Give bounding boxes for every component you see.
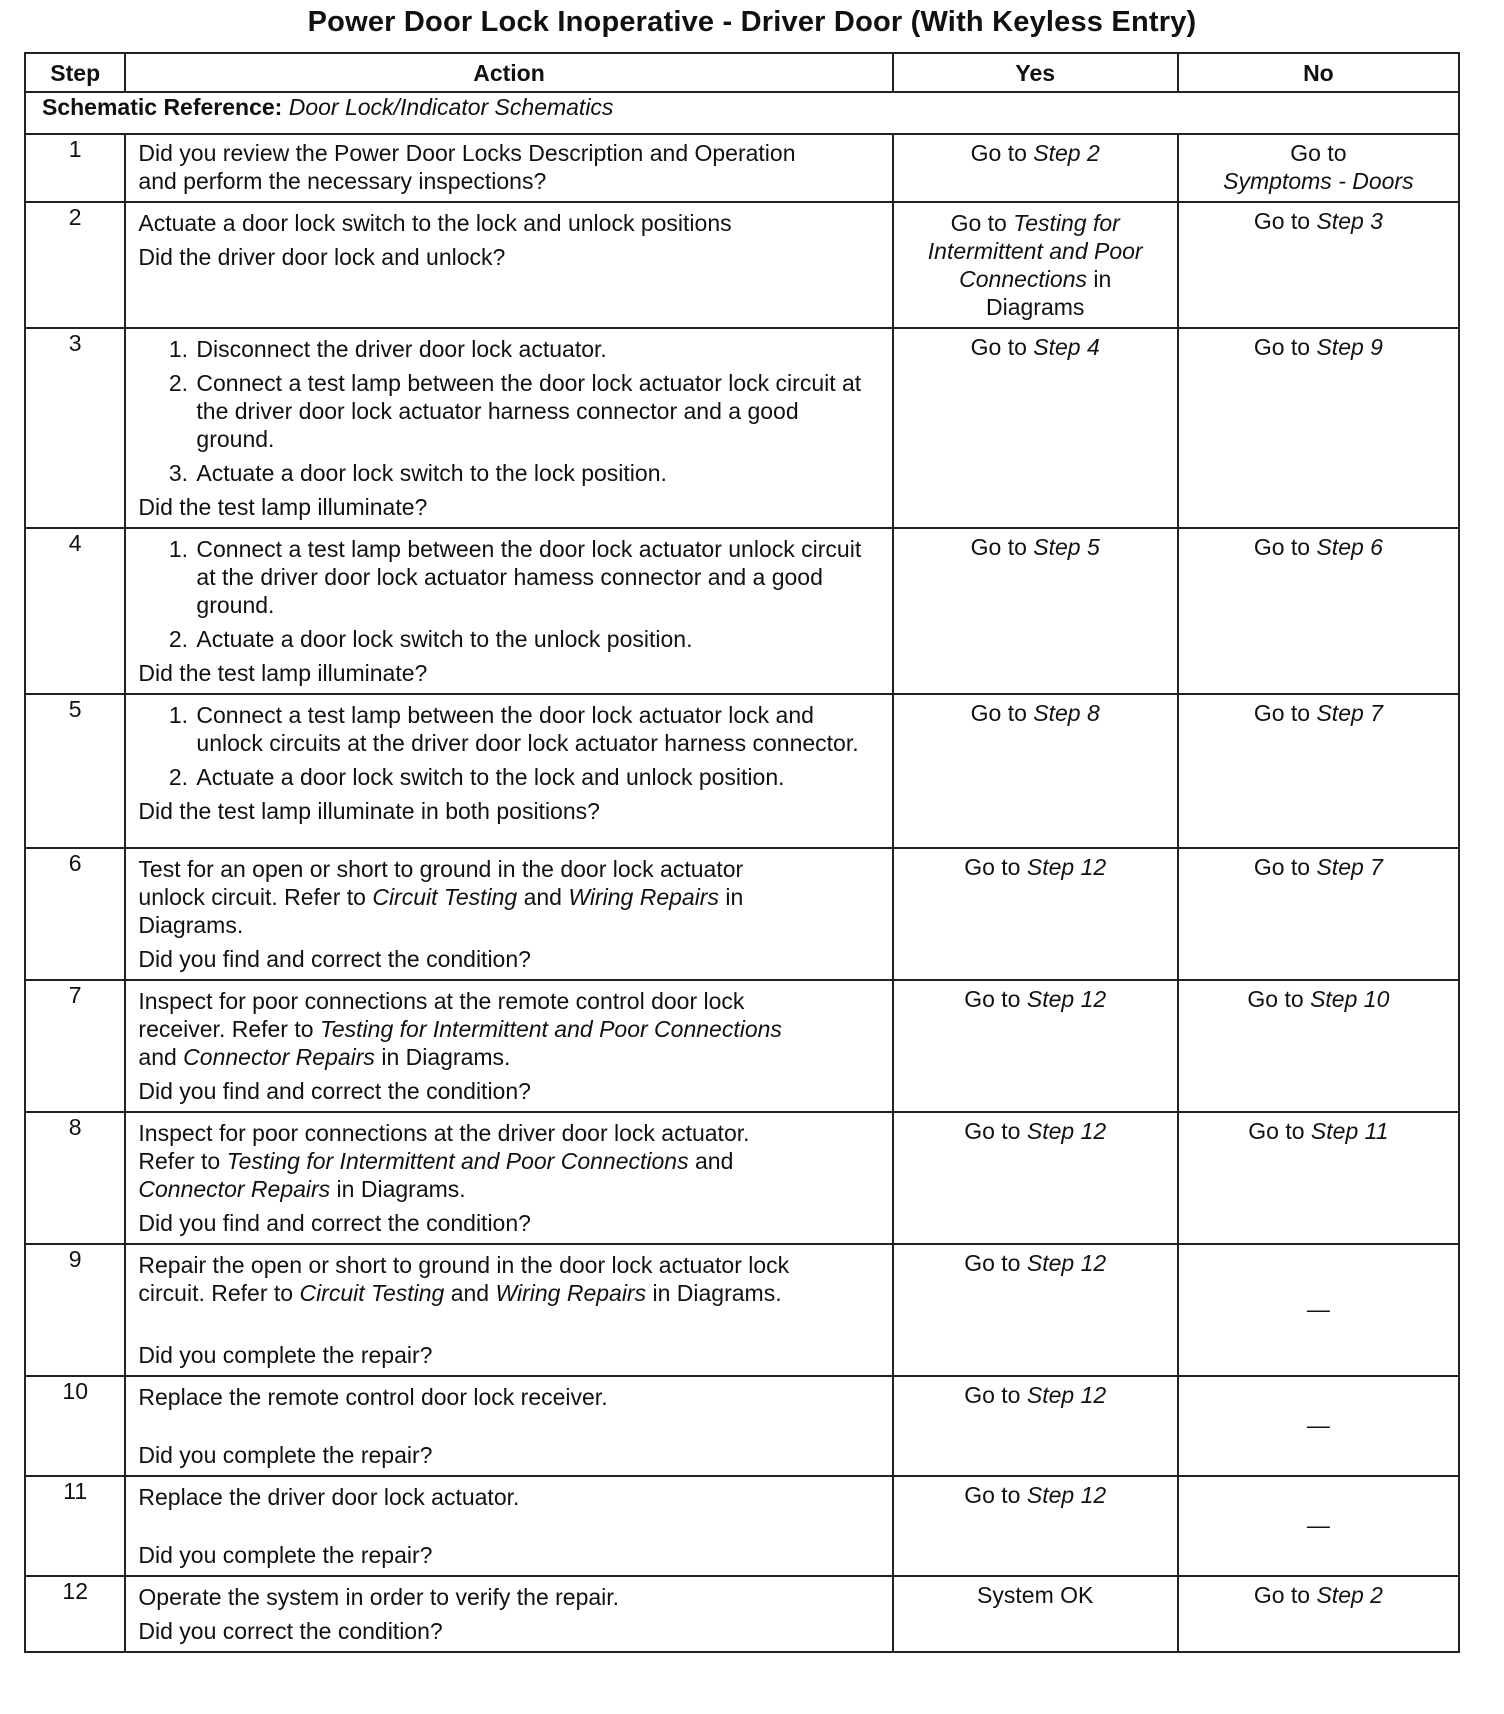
no-text: Go to	[1253, 1582, 1317, 1608]
action-text: and	[138, 1044, 184, 1070]
step-number: 6	[25, 848, 125, 980]
yes-text: Go to	[950, 210, 1014, 236]
yes-text: Go to	[964, 1250, 1027, 1276]
no-cell	[1178, 1476, 1459, 1576]
table-row	[25, 848, 1459, 980]
yes-cell	[893, 1376, 1178, 1476]
action-cell	[125, 848, 892, 980]
action-text: Refer to	[138, 1148, 227, 1174]
no-step-link: Step 7	[1316, 854, 1383, 880]
yes-text: Go to	[970, 534, 1034, 560]
no-text: Go to	[1247, 986, 1311, 1012]
schematic-reference-row	[25, 92, 1459, 134]
yes-step-link: Step 12	[1026, 854, 1107, 880]
action-cell	[125, 1376, 892, 1476]
no-text: Go to	[1253, 534, 1317, 560]
action-text: in Diagrams.	[374, 1044, 511, 1070]
step-number: 11	[25, 1476, 125, 1576]
no-text: Go to	[1253, 700, 1317, 726]
no-step-link: Step 3	[1316, 208, 1383, 234]
yes-cell	[893, 1576, 1178, 1652]
yes-cell	[893, 202, 1178, 328]
step-number: 4	[25, 528, 125, 694]
no-cell	[1178, 694, 1459, 848]
yes-text: Go to	[970, 334, 1034, 360]
action-text: Replace the driver door lock actuator.	[138, 1484, 520, 1510]
yes-step-link: Step 12	[1026, 1118, 1107, 1144]
substep: 2. Connect a test lamp between the door lock actuator lock circuit at the driver door lock actuator harness connector and a good ground.	[194, 369, 879, 453]
table-row	[25, 694, 1459, 848]
yes-step-link: Step 12	[1026, 1482, 1107, 1508]
step-number: 10	[25, 1376, 125, 1476]
no-text: Go to	[1253, 334, 1317, 360]
action-ref-link: Connector Repairs	[138, 1176, 331, 1202]
table-row	[25, 1576, 1459, 1652]
action-cell	[125, 1576, 892, 1652]
header-action: Action	[125, 53, 892, 92]
action-ref-link: Wiring Repairs	[568, 884, 719, 910]
no-step-link: Step 6	[1316, 534, 1383, 560]
yes-step-link: Step 5	[1033, 534, 1100, 560]
step-number: 3	[25, 328, 125, 528]
action-text: and	[444, 1280, 496, 1306]
action-text: Diagrams.	[138, 912, 244, 938]
yes-cell	[893, 528, 1178, 694]
table-row	[25, 980, 1459, 1112]
action-question: Did you correct the condition?	[138, 1618, 443, 1644]
step-number: 5	[25, 694, 125, 848]
action-text: and perform the necessary inspections?	[138, 168, 547, 194]
action-question: Did you complete the repair?	[138, 1542, 433, 1568]
action-question: Did the test lamp illuminate?	[138, 660, 428, 686]
action-cell	[125, 528, 892, 694]
action-cell	[125, 1112, 892, 1244]
action-text: in	[718, 884, 744, 910]
action-text: Replace the remote control door lock receiver.	[138, 1384, 608, 1410]
no-cell	[1178, 1244, 1459, 1376]
no-symptoms-link: Symptoms - Doors	[1223, 168, 1414, 194]
action-cell	[125, 202, 892, 328]
yes-text: Go to	[964, 854, 1027, 880]
action-ref-link: Circuit Testing	[372, 884, 518, 910]
table-row	[25, 202, 1459, 328]
yes-text: in	[1086, 266, 1112, 292]
no-cell	[1178, 328, 1459, 528]
action-cell	[125, 980, 892, 1112]
action-question: Did the test lamp illuminate?	[138, 494, 428, 520]
action-question: Did you complete the repair?	[138, 1342, 433, 1368]
yes-text: Go to	[970, 700, 1034, 726]
no-text: Go to	[1253, 854, 1317, 880]
action-text: Test for an open or short to ground in the door lock actuator	[138, 856, 744, 882]
action-text: circuit. Refer to	[138, 1280, 300, 1306]
header-yes: Yes	[893, 53, 1178, 92]
action-ref-link: Connector Repairs	[183, 1044, 375, 1070]
action-question: Did you find and correct the condition?	[138, 946, 531, 972]
action-question: Did you find and correct the condition?	[138, 1078, 531, 1104]
yes-step-link: Step 4	[1033, 334, 1100, 360]
action-text: and	[688, 1148, 734, 1174]
no-cell	[1178, 1112, 1459, 1244]
yes-text: Go to	[964, 1118, 1027, 1144]
action-text: Operate the system in order to verify the repair.	[138, 1584, 620, 1610]
schematic-reference-label: Schematic Reference:	[42, 94, 283, 120]
yes-step-link: Step 12	[1026, 1382, 1107, 1408]
action-text: and	[517, 884, 569, 910]
header-row	[25, 53, 1459, 92]
yes-cell	[893, 134, 1178, 202]
yes-cell	[893, 328, 1178, 528]
yes-cell	[893, 1112, 1178, 1244]
no-dash: —	[1306, 1512, 1330, 1538]
yes-text: Go to	[964, 1482, 1027, 1508]
action-text: in Diagrams.	[330, 1176, 466, 1202]
no-step-link: Step 11	[1310, 1118, 1389, 1144]
step-number: 7	[25, 980, 125, 1112]
yes-step-link: Step 12	[1026, 986, 1107, 1012]
no-cell	[1178, 202, 1459, 328]
action-text: Did you review the Power Door Locks Description and Operation	[138, 140, 796, 166]
table-row	[25, 1244, 1459, 1376]
header-no: No	[1178, 53, 1459, 92]
substep-list	[138, 535, 879, 653]
table-row	[25, 1376, 1459, 1476]
no-cell	[1178, 134, 1459, 202]
yes-text: Diagrams	[985, 294, 1085, 320]
action-cell	[125, 134, 892, 202]
action-cell	[125, 328, 892, 528]
no-cell	[1178, 1576, 1459, 1652]
yes-ref-link: Intermittent and Poor	[927, 238, 1143, 264]
action-text: in Diagrams.	[646, 1280, 782, 1306]
no-cell	[1178, 528, 1459, 694]
substep: 2. Actuate a door lock switch to the lock and unlock position.	[194, 763, 879, 791]
action-ref-link: Circuit Testing	[299, 1280, 445, 1306]
no-cell	[1178, 980, 1459, 1112]
action-text: Inspect for poor connections at the remote control door lock	[138, 988, 745, 1014]
table-row	[25, 1112, 1459, 1244]
no-text: Go to	[1253, 208, 1317, 234]
step-number: 1	[25, 134, 125, 202]
substep: 1. Connect a test lamp between the door lock actuator lock and unlock circuits at the driver door lock actuator harness connector.	[194, 701, 879, 757]
step-number: 2	[25, 202, 125, 328]
yes-step-link: Step 2	[1033, 140, 1100, 166]
yes-ref-link: Testing for	[1013, 210, 1120, 236]
yes-cell	[893, 1476, 1178, 1576]
action-ref-link: Testing for Intermittent and Poor Connections	[226, 1148, 689, 1174]
step-number: 12	[25, 1576, 125, 1652]
action-question: Did the driver door lock and unlock?	[138, 244, 506, 270]
yes-ref-link: Connections	[959, 266, 1087, 292]
action-cell	[125, 694, 892, 848]
yes-step-link: Step 12	[1026, 1250, 1107, 1276]
yes-text: Go to	[964, 986, 1027, 1012]
yes-text: Go to	[970, 140, 1034, 166]
substep: 1. Connect a test lamp between the door lock actuator unlock circuit at the driver door lock actuator hamess connector and a good ground.	[194, 535, 879, 619]
yes-step-link: Step 8	[1033, 700, 1100, 726]
substep: 1. Disconnect the driver door lock actuator.	[194, 335, 879, 363]
no-step-link: Step 2	[1316, 1582, 1383, 1608]
substep: 3. Actuate a door lock switch to the lock position.	[194, 459, 879, 487]
no-text: Go to	[1248, 1118, 1311, 1144]
yes-cell	[893, 980, 1178, 1112]
schematic-reference	[25, 92, 1459, 134]
no-dash: —	[1306, 1296, 1330, 1322]
no-cell	[1178, 1376, 1459, 1476]
schematic-reference-value: Door Lock/Indicator Schematics	[288, 94, 614, 120]
substep: 2. Actuate a door lock switch to the unlock position.	[194, 625, 879, 653]
no-dash: —	[1306, 1412, 1330, 1438]
action-cell	[125, 1244, 892, 1376]
header-step: Step	[25, 53, 125, 92]
no-cell	[1178, 848, 1459, 980]
action-ref-link: Wiring Repairs	[495, 1280, 647, 1306]
action-question: Did you find and correct the condition?	[138, 1210, 531, 1236]
no-step-link: Step 7	[1316, 700, 1383, 726]
no-step-link: Step 10	[1310, 986, 1390, 1012]
substep-list	[138, 335, 879, 487]
action-cell	[125, 1476, 892, 1576]
yes-cell	[893, 848, 1178, 980]
step-number: 9	[25, 1244, 125, 1376]
action-text: unlock circuit. Refer to	[138, 884, 373, 910]
action-text: Repair the open or short to ground in the door lock actuator lock	[138, 1252, 790, 1278]
action-text: receiver. Refer to	[138, 1016, 320, 1042]
page-title: Power Door Lock Inoperative - Driver Door (With Keyless Entry)	[307, 6, 1197, 38]
action-text: Actuate a door lock switch to the lock and unlock positions	[138, 210, 732, 236]
yes-cell	[893, 1244, 1178, 1376]
action-question: Did the test lamp illuminate in both positions?	[138, 798, 600, 824]
action-question: Did you complete the repair?	[138, 1442, 433, 1468]
table-row	[25, 1476, 1459, 1576]
no-text: Go to	[1290, 140, 1347, 166]
step-number: 8	[25, 1112, 125, 1244]
action-text: Inspect for poor connections at the driver door lock actuator.	[138, 1120, 750, 1146]
yes-text: Go to	[964, 1382, 1027, 1408]
no-step-link: Step 9	[1316, 334, 1383, 360]
diagnostic-table	[24, 52, 1460, 1653]
yes-text: System OK	[977, 1582, 1094, 1608]
table-row	[25, 328, 1459, 528]
substep-list	[138, 701, 879, 791]
table-row	[25, 134, 1459, 202]
table-row	[25, 528, 1459, 694]
yes-cell	[893, 694, 1178, 848]
action-ref-link: Testing for Intermittent and Poor Connections	[319, 1016, 782, 1042]
